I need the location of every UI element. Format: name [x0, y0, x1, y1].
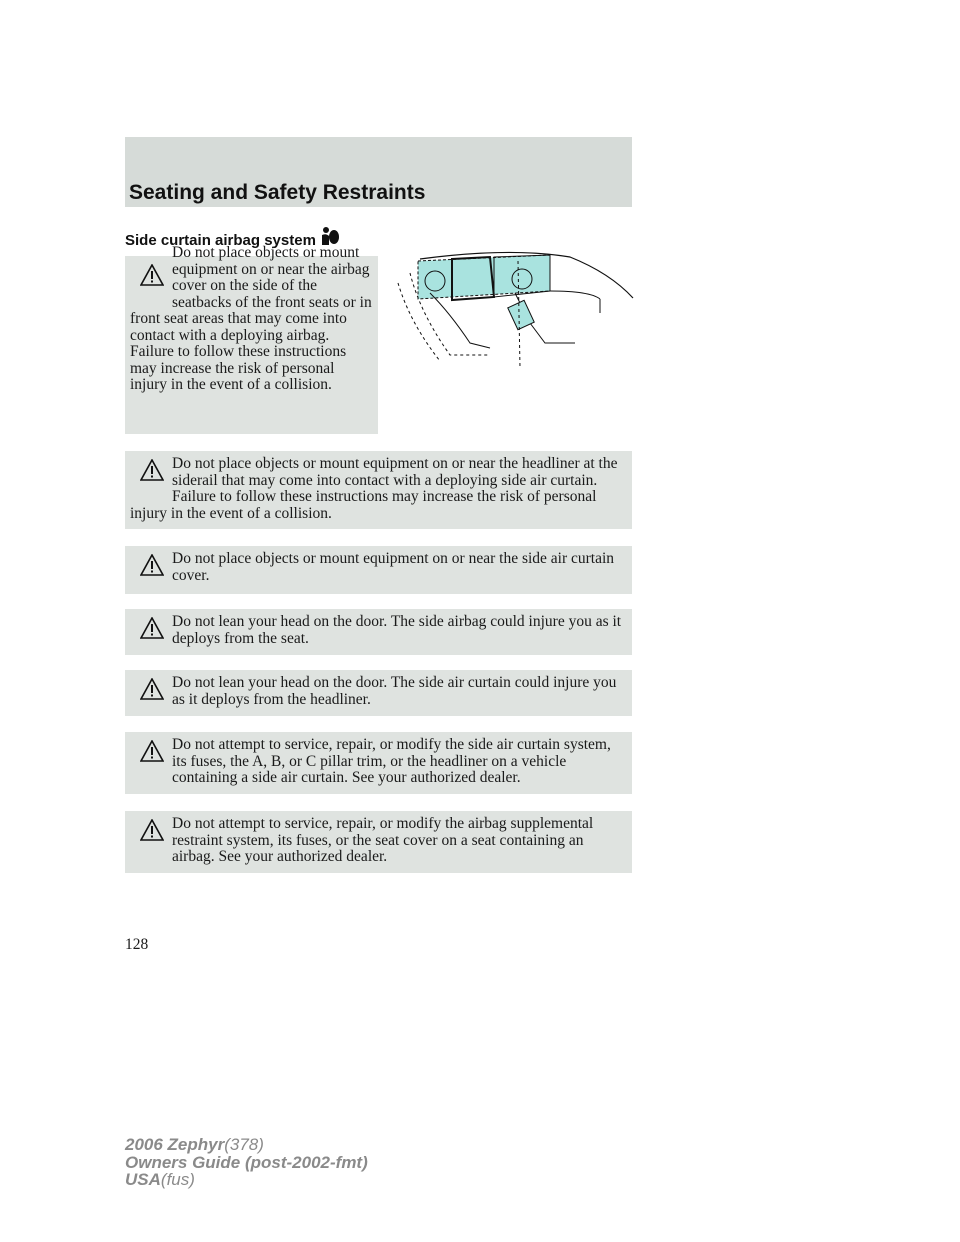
warning-text-6: Do not attempt to service, repair, or modify the side air curtain system, its fuses, the A, B, or C pillar trim, or the headliner on a vehicle containing a side air curtain. See your authorized dealer. — [172, 736, 611, 786]
warning-text-2: Do not place objects or mount equipment on or near the headliner at the siderail that may come into contact with a deploying side air curtain. Failure to follow these instructions may increase the risk of personal injury in the event of a collision. — [130, 455, 618, 522]
footer-model: 2006 Zephyr — [125, 1135, 225, 1154]
warning-text-5: Do not lean your head on the door. The side air curtain could injure you as it deploys from the headliner. — [172, 674, 617, 708]
warning-triangle-icon — [140, 617, 164, 639]
warning-triangle-icon — [140, 819, 164, 841]
warning-box-6 — [125, 732, 632, 794]
warning-text-1: Do not place objects or mount equipment on or near the airbag cover on the side of the seatbacks of the front seats or in front seat areas that may come into contact with a deploying airbag. Failure to follow these instructions may increase the risk of personal injury in the event of a collision. — [130, 244, 372, 393]
warning-triangle-icon — [140, 740, 164, 762]
warning-box-5 — [125, 670, 632, 716]
section-heading-text: Side curtain airbag system — [125, 232, 316, 249]
warning-box-3 — [125, 546, 632, 594]
header-band — [125, 137, 632, 207]
warning-box-2 — [125, 451, 632, 529]
footer-guide: Owners Guide (post-2002-fmt) — [125, 1152, 368, 1172]
page-header-title: Seating and Safety Restraints — [129, 181, 426, 204]
page-number: 128 — [125, 936, 149, 953]
warning-triangle-icon — [140, 678, 164, 700]
document-footer — [125, 1136, 368, 1189]
warning-triangle-icon — [140, 264, 164, 286]
warning-box-4 — [125, 609, 632, 655]
warning-text-7: Do not attempt to service, repair, or modify the airbag supplemental restraint system, its fuses, or the seat cover on a seat containing an airbag. See your authorized dealer. — [172, 815, 594, 865]
warning-triangle-icon — [140, 459, 164, 481]
warning-text-3: Do not place objects or mount equipment on or near the side air curtain cover. — [172, 550, 615, 584]
footer-market: USA — [125, 1170, 161, 1189]
warning-text-4: Do not lean your head on the door. The side airbag could injure you as it deploys from the seat. — [172, 613, 622, 647]
side-curtain-airbag-illustration — [390, 243, 635, 368]
footer-market-code: (fus) — [160, 1170, 195, 1189]
warning-triangle-icon — [140, 554, 164, 576]
warning-box-7 — [125, 811, 632, 873]
warning-box-1 — [125, 244, 378, 434]
footer-model-code: (378) — [224, 1135, 264, 1154]
